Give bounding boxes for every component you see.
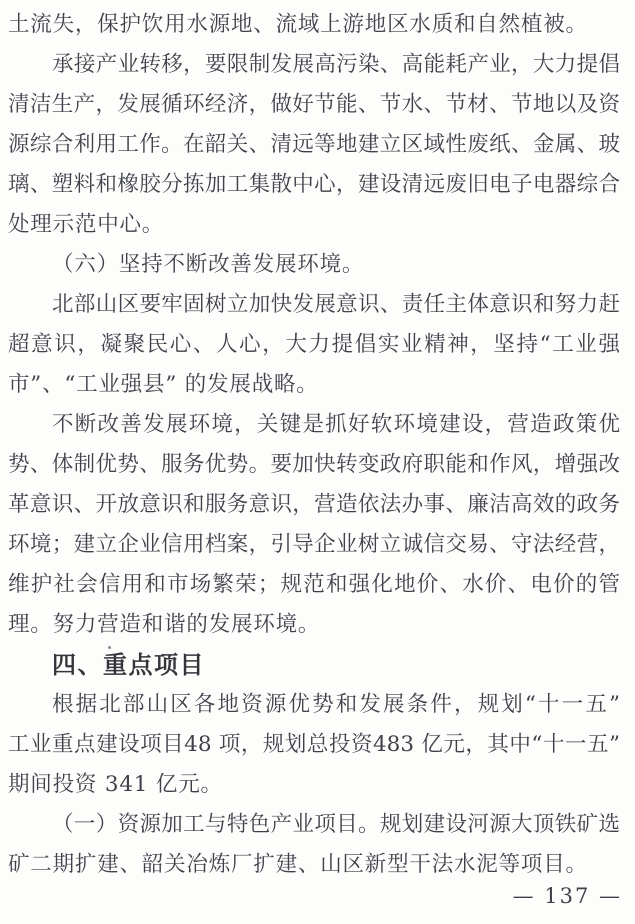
scan-artifact-dot [108, 646, 111, 649]
text-line: 理。努力营造和谐的发展环境。 [8, 612, 321, 637]
text-line: 环境；建立企业信用档案，引导企业树立诚信交易、守法经营， [8, 532, 620, 557]
text-line: 处理示范中心。 [8, 212, 165, 237]
text-line: 土流失，保护饮用水源地、流域上游地区水质和自然植被。 [8, 12, 588, 37]
subsection-heading: （六）坚持不断改善发展环境。 [52, 252, 365, 277]
text-line: 源综合利用工作。在韶关、清远等地建立区域性废纸、金属、玻 [8, 132, 620, 157]
text-line: 璃、塑料和橡胶分拣加工集散中心，建设清远废旧电子电器综合 [8, 172, 620, 197]
text-line: 清洁生产，发展循环经济，做好节能、节水、节材、节地以及资 [8, 92, 620, 117]
text-line: 市”、“工业强县” 的发展战略。 [8, 372, 319, 397]
text-line: 期间投资 341 亿元。 [8, 772, 223, 797]
text-line: 承接产业转移，要限制发展高污染、高能耗产业，大力提倡 [52, 52, 620, 77]
text-line: 矿二期扩建、韶关冶炼厂扩建、山区新型干法水泥等项目。 [8, 852, 588, 877]
text-line: 势、体制优势、服务优势。要加快转变政府职能和作风，增强改 [8, 452, 620, 477]
text-line: （一）资源加工与特色产业项目。规划建设河源大顶铁矿选 [52, 812, 620, 837]
text-line: 根据北部山区各地资源优势和发展条件，规划“十一五” [52, 692, 620, 717]
text-line: 革意识、开放意识和服务意识，营造依法办事、廉洁高效的政务 [8, 492, 620, 517]
text-line: 不断改善发展环境，关键是抓好软环境建设，营造政策优 [52, 412, 620, 437]
page-number: — 137 — [512, 884, 622, 908]
text-line: 工业重点建设项目48 项，规划总投资483 亿元，其中“十一五” [8, 732, 620, 757]
section-heading: 四、重点项目 [52, 651, 205, 679]
text-line: 维护社会信用和市场繁荣；规范和强化地价、水价、电价的管 [8, 572, 620, 597]
text-line: 超意识，凝聚民心、人心，大力提倡实业精神，坚持“工业强 [8, 332, 620, 357]
text-line: 北部山区要牢固树立加快发展意识、责任主体意识和努力赶 [52, 292, 620, 317]
